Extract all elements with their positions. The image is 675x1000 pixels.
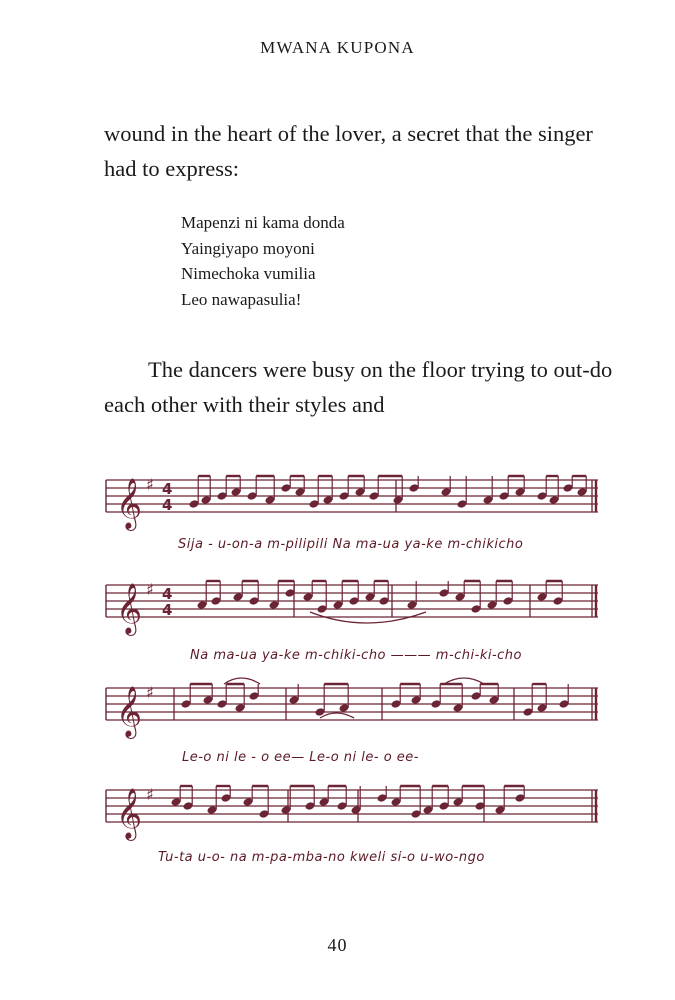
treble-clef-icon: 𝄞 [116,478,143,529]
music-score [96,462,616,892]
verse-line: Nimechoka vumilia [181,264,316,283]
lyric-line-1: Sija - u-on-a m-pilipili Na ma-ua ya-ke m-chikicho [178,537,524,552]
time-signature-bottom: 4 [162,496,173,514]
running-head: MWANA KUPONA [260,38,415,57]
paragraph-1: wound in the heart of the lover, a secret that the singer had to express: [104,121,593,181]
paragraph-2-text: The dancers were busy on the floor trying to out-do each other with their styles and [104,357,613,417]
paragraph-2 [104,352,624,422]
treble-clef-icon: 𝄞 [116,686,143,737]
treble-clef-icon: 𝄞 [116,583,143,634]
sharp-icon: ♯ [146,785,154,804]
time-signature-top: 4 [162,585,173,603]
sharp-icon: ♯ [146,580,154,599]
lyric-line-3: Le-o ni le - o ee— Le-o ni le- o ee- [182,750,419,765]
verse-line: Yaingiyapo moyoni [181,238,315,258]
lyric-line-4: Tu-ta u-o- na m-pa-mba-no kweli si-o u-wo-ngo [158,850,485,865]
lyric-line-2: Na ma-ua ya-ke m-chiki-cho ——— m-chi-ki-cho [190,648,522,663]
page-number: 40 [327,935,348,955]
sharp-icon: ♯ [146,475,154,494]
verse-block [181,210,345,312]
verse-line: Mapenzi ni kama donda [181,213,345,232]
time-signature-top: 4 [162,480,173,498]
verse-line: Leo nawapasulia! [181,289,302,309]
tie-arc [320,713,354,718]
treble-clef-icon: 𝄞 [116,788,143,839]
time-signature-bottom: 4 [162,601,173,619]
sharp-icon: ♯ [146,683,154,702]
